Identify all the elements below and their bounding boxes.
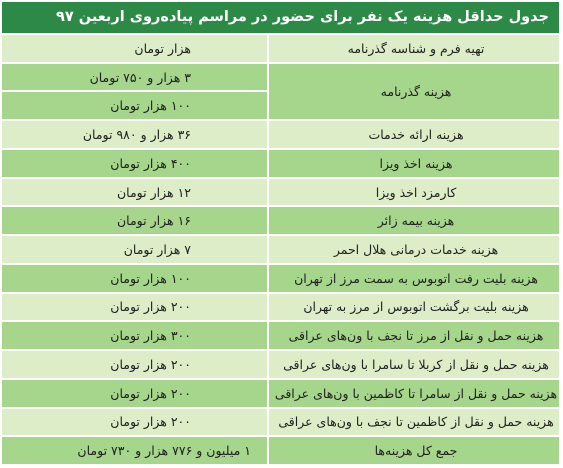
item-cell: تهیه فرم و شناسه گذرنامه: [269, 35, 559, 62]
value-cell: ۴۰۰ هزار تومان: [2, 150, 267, 177]
total-value-cell: ۱ میلیون و ۷۷۶ هزار و ۷۳۰ تومان: [2, 437, 267, 464]
item-cell: هزینه حمل و نقل از کربلا تا سامرا با ون‌های عراقی: [269, 351, 559, 378]
item-cell: هزینه اخذ ویزا: [269, 150, 559, 177]
item-cell: هزینه حمل و نقل از سامرا تا کاظمین با ون‌های عراقی: [269, 380, 559, 407]
value-cell: ۲۰۰ هزار تومان: [2, 294, 267, 321]
value-cell: ۳۰۰ هزار تومان: [2, 322, 267, 349]
item-cell: هزینه بلیت برگشت اتوبوس از مرز به تهران: [269, 294, 559, 321]
table-title: جدول حداقل هزینه یک نفر برای حضور در مراسم پیاده‌روی اربعین ۹۷: [2, 2, 559, 33]
value-cell: ۳ هزار و ۷۵۰ تومان: [2, 64, 267, 91]
item-cell: هزینه گذرنامه: [269, 64, 559, 119]
item-cell: هزینه حمل و نقل از کاظمین تا نجف با ون‌های عراقی: [269, 409, 559, 436]
value-cell: ۲۰۰ هزار تومان: [2, 409, 267, 436]
item-cell: هزینه حمل و نقل از مرز تا نجف با ون‌های عراقی: [269, 322, 559, 349]
cost-table-frame: [2, 2, 559, 464]
item-cell: هزینه ارائه خدمات: [269, 121, 559, 148]
item-cell: کارمزد اخذ ویزا: [269, 179, 559, 206]
value-cell: ۲۰۰ هزار تومان: [2, 351, 267, 378]
total-label-cell: جمع کل هزینه‌ها: [269, 437, 559, 464]
value-cell: ۳۶ هزار و ۹۸۰ تومان: [2, 121, 267, 148]
cost-table: [2, 35, 559, 464]
item-cell: هزینه خدمات درمانی هلال احمر: [269, 236, 559, 263]
value-cell: ۷ هزار تومان: [2, 236, 267, 263]
value-cell: ۱۰۰ هزار تومان: [2, 265, 267, 292]
value-cell: ۱۲ هزار تومان: [2, 179, 267, 206]
item-cell: هزینه بلیت رفت اتوبوس به سمت مرز از تهران: [269, 265, 559, 292]
value-cell: ۱۰۰ هزار تومان: [2, 92, 267, 119]
value-cell: هزار تومان: [2, 35, 267, 62]
item-cell: هزینه بیمه زائر: [269, 207, 559, 234]
value-cell: ۲۰۰ هزار تومان: [2, 380, 267, 407]
value-cell: ۱۶ هزار تومان: [2, 207, 267, 234]
